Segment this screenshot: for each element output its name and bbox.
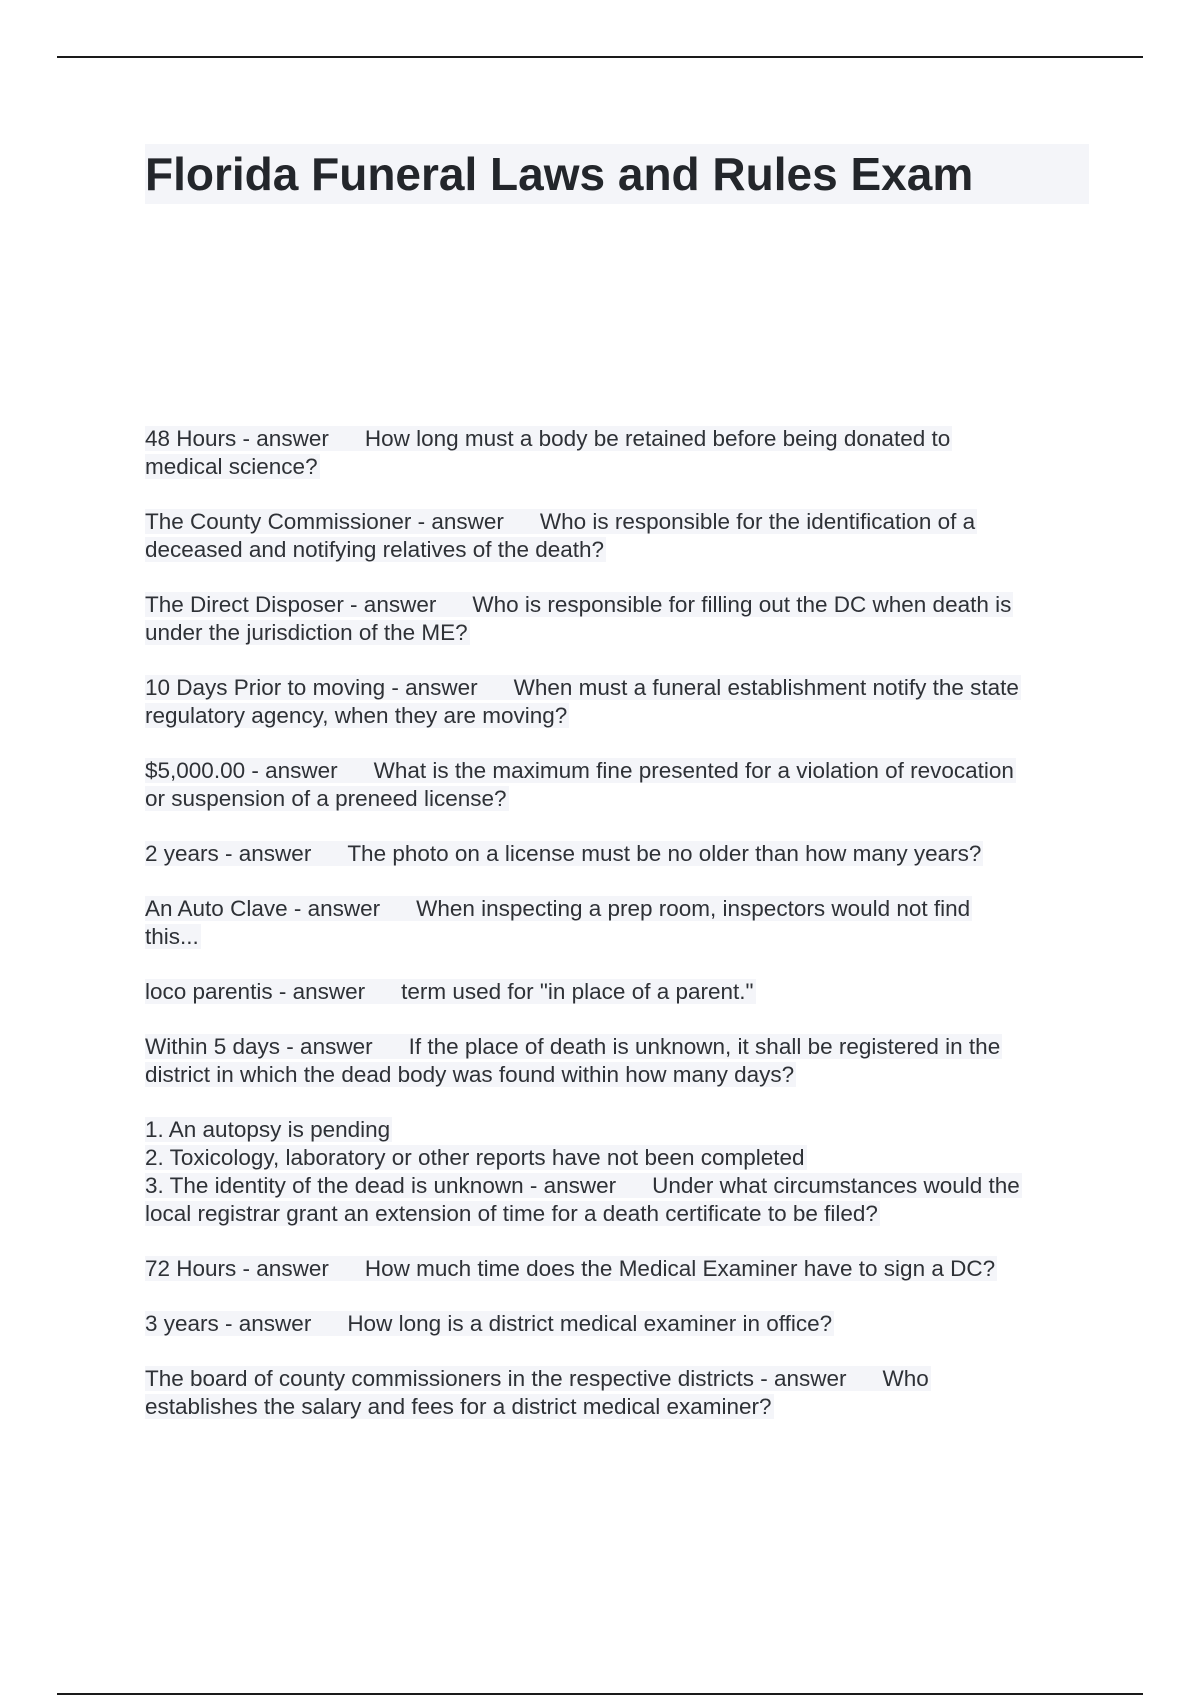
answer-text: 10 Days Prior to moving - answer bbox=[145, 675, 478, 700]
qa-item bbox=[145, 508, 1095, 564]
question-text: or suspension of a preneed license? bbox=[145, 786, 507, 811]
question-text: If the place of death is unknown, it shall be registered in the bbox=[408, 1034, 1001, 1059]
question-text: establishes the salary and fees for a district medical examiner? bbox=[145, 1394, 772, 1419]
qa-item bbox=[145, 978, 1095, 1006]
question-text: How much time does the Medical Examiner have to sign a DC? bbox=[364, 1256, 996, 1281]
question-text: district in which the dead body was found within how many days? bbox=[145, 1062, 795, 1087]
qa-item bbox=[145, 895, 1095, 951]
question-text: Who bbox=[882, 1366, 929, 1391]
bottom-rule bbox=[57, 1693, 1143, 1695]
question-text: How long must a body be retained before being donated to bbox=[364, 426, 951, 451]
answer-text: An Auto Clave - answer bbox=[145, 896, 381, 921]
answer-text: 2. Toxicology, laboratory or other reports have not been completed bbox=[145, 1145, 805, 1170]
qa-item bbox=[145, 591, 1095, 647]
question-text: medical science? bbox=[145, 454, 318, 479]
answer-text: 3 years - answer bbox=[145, 1311, 312, 1336]
question-text: this... bbox=[145, 924, 199, 949]
question-text: What is the maximum fine presented for a violation of revocation bbox=[373, 758, 1014, 783]
answer-text: 2 years - answer bbox=[145, 841, 312, 866]
page-title: Florida Funeral Laws and Rules Exam bbox=[145, 148, 974, 200]
answer-text: The County Commissioner - answer bbox=[145, 509, 504, 534]
question-text: Who is responsible for filling out the DC when death is bbox=[472, 592, 1012, 617]
qa-item bbox=[145, 757, 1095, 813]
qa-item bbox=[145, 1255, 1095, 1283]
qa-list bbox=[145, 425, 1095, 1448]
answer-text: loco parentis - answer bbox=[145, 979, 366, 1004]
question-text: Who is responsible for the identification of a bbox=[539, 509, 976, 534]
answer-text: 3. The identity of the dead is unknown - answer bbox=[145, 1173, 617, 1198]
qa-item bbox=[145, 1310, 1095, 1338]
qa-item bbox=[145, 1116, 1095, 1228]
answer-text: Within 5 days - answer bbox=[145, 1034, 373, 1059]
question-text: Under what circumstances would the bbox=[652, 1173, 1020, 1198]
qa-item bbox=[145, 1033, 1095, 1089]
answer-text: $5,000.00 - answer bbox=[145, 758, 338, 783]
question-text: When must a funeral establishment notify the state bbox=[513, 675, 1019, 700]
question-text: deceased and notifying relatives of the death? bbox=[145, 537, 605, 562]
answer-text: 1. An autopsy is pending bbox=[145, 1117, 391, 1142]
qa-item bbox=[145, 1365, 1095, 1421]
question-text: under the jurisdiction of the ME? bbox=[145, 620, 468, 645]
qa-item bbox=[145, 425, 1095, 481]
qa-item bbox=[145, 674, 1095, 730]
top-rule bbox=[57, 56, 1143, 58]
answer-text: The Direct Disposer - answer bbox=[145, 592, 437, 617]
question-text: The photo on a license must be no older than how many years? bbox=[347, 841, 982, 866]
answer-text: 48 Hours - answer bbox=[145, 426, 329, 451]
qa-item bbox=[145, 840, 1095, 868]
question-text: When inspecting a prep room, inspectors would not find bbox=[416, 896, 971, 921]
question-text: term used for "in place of a parent." bbox=[401, 979, 754, 1004]
answer-text: The board of county commissioners in the respective districts - answer bbox=[145, 1366, 847, 1391]
question-text: local registrar grant an extension of time for a death certificate to be filed? bbox=[145, 1201, 878, 1226]
title-block bbox=[145, 144, 1089, 204]
question-text: regulatory agency, when they are moving? bbox=[145, 703, 568, 728]
question-text: How long is a district medical examiner in office? bbox=[347, 1311, 833, 1336]
answer-text: 72 Hours - answer bbox=[145, 1256, 329, 1281]
